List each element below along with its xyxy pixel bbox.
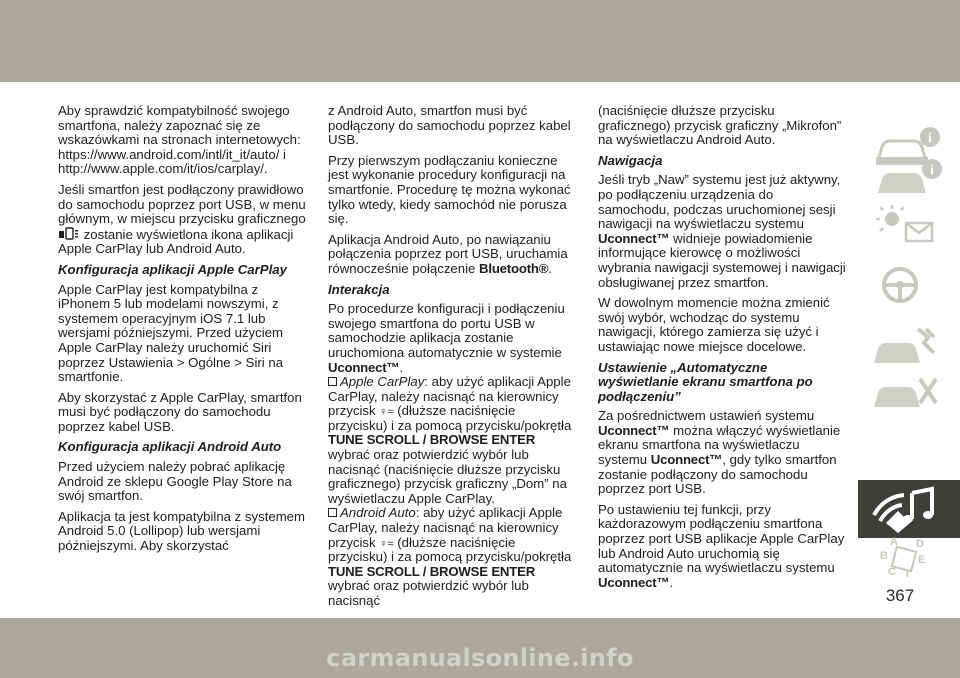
column-3 bbox=[598, 104, 848, 596]
bold-term: TUNE SCROLL / BROWSE ENTER bbox=[328, 563, 536, 579]
text: widnieje powiadomienie informujące kierowcę o możliwości wybrania nawigacji systemowej i nawigacji obsługiwanej przez smartfon. bbox=[598, 230, 846, 290]
bold-term: TUNE SCROLL / BROWSE ENTER bbox=[328, 432, 536, 448]
bullet-title: Apple CarPlay bbox=[340, 374, 425, 390]
section-heading: Konfiguracja aplikacji Apple CarPlay bbox=[58, 261, 287, 277]
checkbox-bullet-icon bbox=[328, 508, 337, 517]
text: wybrać oraz potwierdzić wybór lub nacisnąć (naciśnięcie dłuższe przycisku graficznego) przycisk graficzny „Dom” na wyświetlaczu Apple CarPlay. bbox=[328, 447, 567, 506]
checkbox-bullet-icon bbox=[328, 377, 337, 386]
steering-lock-icon bbox=[870, 263, 948, 311]
voice-command-icon: ♀≈ bbox=[379, 537, 394, 550]
text: Za pośrednictwem ustawień systemu bbox=[598, 408, 815, 424]
text: Po procedurze konfiguracji i podłączeniu swojego smartfona do portu USB w samochodzie aplikacja zostanie uruchomiona automatycznie w systemie bbox=[328, 301, 565, 360]
bold-term: Uconnect™ bbox=[598, 230, 670, 246]
tab-lights-mail[interactable] bbox=[858, 196, 960, 254]
text: Jeśli tryb „Naw” systemu jest już aktywny, po podłączeniu urządzenia do samochodu, podczas uruchomionej sesji nawigacji na wyświetlaczu systemu bbox=[598, 172, 841, 232]
paragraph: (naciśnięcie dłuższe przycisku graficznego) przycisk graficzny „Mikrofon” na wyświetlaczu Android Auto. bbox=[598, 103, 842, 148]
bullet-item bbox=[328, 375, 578, 506]
bold-term: Uconnect™ bbox=[328, 359, 400, 375]
phone-icon bbox=[58, 227, 80, 240]
text: Aplikacja Android Auto, po nawiązaniu połączenia poprzez port USB, uruchamia równocześnie połączenie bbox=[328, 231, 568, 276]
paragraph bbox=[328, 302, 578, 375]
text: (dłuższe naciśnięcie przycisku) i za pomocą przycisku/pokrętła bbox=[328, 403, 572, 433]
bold-term: Bluetooth® bbox=[479, 260, 549, 276]
paragraph: Apple CarPlay jest kompatybilna z iPhonem 5 lub modelami nowszymi, z systemem operacyjnym iOS 7.1 lub wersjami późniejszymi. Przed użyciem Apple CarPlay należy uruchomić Siri poprzez Ustawienia > Ogólne > Siri na smartfonie. bbox=[58, 281, 284, 385]
index-letter: C bbox=[888, 566, 896, 578]
paragraph bbox=[598, 409, 848, 497]
bold-term: Uconnect™ bbox=[650, 452, 723, 468]
text: wybrać oraz potwierdzić wybór lub nacisnąć bbox=[328, 578, 529, 608]
text: (dłuższe naciśnięcie przycisku) i za pomocą przycisku/pokrętła bbox=[328, 534, 572, 565]
text: zostanie wyświetlona ikona aplikacji Apple CarPlay lub Android Auto. bbox=[58, 226, 294, 257]
text: Po ustawieniu tej funkcji, przy każdorazowym podłączeniu smartfona poprzez port USB aplikacje Apple CarPlay lub Android Auto uruchomią się automatycznie na wyświetlaczu systemu bbox=[598, 501, 845, 576]
index-letter: D bbox=[916, 538, 924, 550]
bold-term: Uconnect™ bbox=[598, 574, 670, 590]
index-letter: B bbox=[880, 550, 888, 562]
paragraph: Aby sprawdzić kompatybilność swojego smartfona, należy zapoznać się ze wskazówkami na stronach internetowych: https://www.android.com/intl/it_it/auto/ i http://www.apple.com/it/ios/carplay/. bbox=[58, 103, 301, 177]
paragraph bbox=[58, 183, 308, 257]
paragraph: Aby skorzystać z Apple CarPlay, smartfon musi być podłączony do samochodu poprzez kabel USB. bbox=[58, 389, 302, 434]
section-heading: Nawigacja bbox=[598, 152, 663, 168]
lights-mail-icon bbox=[870, 201, 948, 249]
section-heading: Konfiguracja aplikacji Android Auto bbox=[58, 439, 282, 455]
svg-text:i: i bbox=[928, 131, 932, 146]
paragraph: Aplikacja ta jest kompatybilna z systemem Android 5.0 (Lollipop) lub wersjami późniejszymi. Aby skorzystać bbox=[58, 508, 305, 554]
section-heading: Interakcja bbox=[328, 281, 390, 297]
watermark: carmanualsonline.info bbox=[326, 644, 634, 672]
top-band bbox=[0, 0, 960, 82]
bullet-item bbox=[328, 506, 578, 608]
text: . bbox=[669, 574, 674, 590]
text: Jeśli smartfon jest podłączony prawidłowo do samochodu poprzez port USB, w menu głównym, w miejscu przycisku graficznego bbox=[58, 181, 306, 227]
paragraph: z Android Auto, smartfon musi być podłączony do samochodu poprzez kabel USB. bbox=[328, 103, 571, 148]
voice-command-icon: ♀≈ bbox=[379, 406, 394, 419]
text: . bbox=[548, 260, 552, 276]
paragraph bbox=[598, 503, 848, 591]
bullet-title: Android Auto bbox=[340, 505, 416, 521]
text: : aby użyć aplikacji Apple CarPlay, należy nacisnąć na kierownicy przycisk bbox=[328, 505, 563, 550]
tab-index[interactable] bbox=[858, 528, 960, 586]
car-tools-icon bbox=[870, 369, 948, 417]
column-2 bbox=[328, 104, 578, 615]
text: , gdy tylko smartfon zostanie podłączony do samochodu poprzez port USB. bbox=[598, 452, 837, 497]
text: można włączyć wyświetlanie ekranu smartfona na wyświetlaczu systemu bbox=[598, 422, 841, 468]
paragraph: Przed użyciem należy pobrać aplikację Android ze sklepu Google Play Store na swój smartfon. bbox=[58, 459, 292, 504]
bold-term: Uconnect™ bbox=[598, 422, 670, 438]
paragraph bbox=[328, 233, 578, 277]
index-letter: T bbox=[904, 568, 911, 580]
car-warning-icon bbox=[870, 153, 948, 201]
column-1 bbox=[58, 104, 308, 560]
tab-steering-lock[interactable] bbox=[858, 258, 960, 316]
index-letter: E bbox=[918, 554, 926, 566]
index-letters-icon bbox=[870, 533, 948, 581]
svg-text:i: i bbox=[930, 163, 934, 178]
text: : aby użyć aplikacji Apple CarPlay, należy nacisnąć na kierownicy przycisk bbox=[328, 374, 571, 419]
page-number: 367 bbox=[885, 586, 915, 605]
paragraph: Przy pierwszym podłączaniu konieczne jest wykonanie procedury konfiguracji na smartfonie. Procedurę tę można wykonać tylko wtedy, kiedy samochód nie porusza się. bbox=[328, 152, 571, 227]
tab-car-tools[interactable] bbox=[858, 364, 960, 422]
index-letter: A bbox=[890, 536, 898, 548]
paragraph: W dowolnym momencie można zmienić swój wybór, wchodząc do systemu nawigacji, którego zamierza się użyć i ustawiając nowe miejsce docelowe. bbox=[598, 295, 830, 354]
paragraph bbox=[598, 173, 848, 290]
text: . bbox=[399, 359, 404, 375]
section-heading: Ustawienie „Automatyczne wyświetlanie ekranu smartfona po podłączeniu” bbox=[598, 359, 813, 404]
